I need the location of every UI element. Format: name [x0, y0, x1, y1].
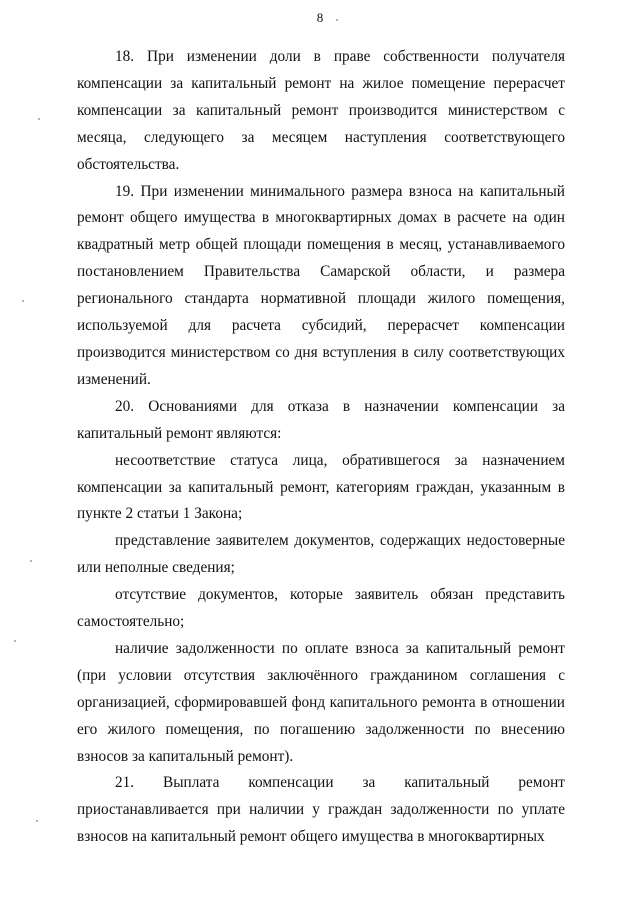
refusal-ground-status: несоответствие статуса лица, обратившегося за назначением компенсации за капитальный ремонт, категориям граждан, указанным в пункте 2 статьи 1 Закона; [77, 451, 565, 523]
paragraph-21: 21. Выплата компенсации за капитальный ремонт приостанавливается при наличии у граждан задолженности по уплате взносов на капитальный ремонт общего имущества в многоквартирных [77, 774, 565, 846]
scan-speck [22, 300, 24, 302]
refusal-ground-missing-documents: отсутствие документов, которые заявитель обязан представить самостоятельно; [77, 586, 565, 631]
page-number: 8 [316, 10, 324, 25]
scan-speck [30, 560, 32, 562]
scan-speck [14, 640, 16, 642]
document-body [77, 44, 565, 851]
paragraph-18: 18. При изменении доли в праве собственности получателя компенсации за капитальный ремонт на жилое помещение перерасчет компенсации за капитальный ремонт производится министерством с месяца, следующего за месяцем наступления соответствующего обстоятельства. [77, 48, 565, 173]
scan-speck [336, 19, 338, 21]
scan-speck [36, 820, 38, 822]
paragraph-19: 19. При изменении минимального размера взноса на капитальный ремонт общего имущества в многоквартирных домах в расчете на один квадратный метр общей площади помещения в месяц, устанавливаемого постановлением Правительства Самарской области, и размера регионального стандарта нормативной площади жилого помещения, используемой для расчета субсидий, перерасчет компенсации производится министерством со дня вступления в силу соответствующих изменений. [77, 182, 565, 388]
refusal-ground-false-documents: представление заявителем документов, содержащих недостоверные или неполные сведения; [77, 532, 565, 577]
scan-speck [38, 118, 40, 120]
refusal-ground-debt: наличие задолженности по оплате взноса за капитальный ремонт (при условии отсутствия заключённого гражданином соглашения с организацией, сформировавшей фонд капитального ремонта в отношении его жилого помещения, по погашению задолженности по внесению взносов за капитальный ремонт). [77, 639, 565, 765]
paragraph-20: 20. Основаниями для отказа в назначении компенсации за капитальный ремонт являются: [77, 397, 565, 442]
